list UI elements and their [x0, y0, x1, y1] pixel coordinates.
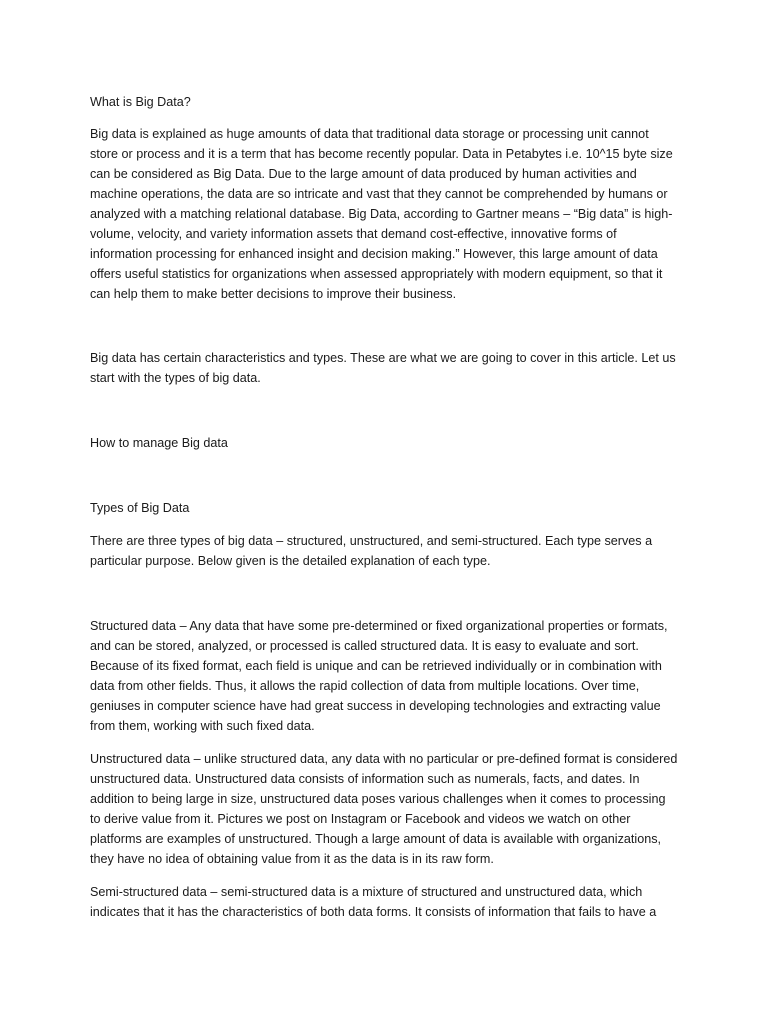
document-title: What is Big Data?: [90, 95, 191, 109]
semi-structured-data-paragraph: Semi-structured data – semi-structured data is a mixture of structured and unstructured data, which indicates that it has the characteristics of both data forms. It consists of information that fails to have a: [90, 885, 657, 919]
intro-paragraph: Big data is explained as huge amounts of data that traditional data storage or processing unit cannot store or process and it is a term that has become recently popular. Data in Petabytes i.e. 10^15 byte size can be considered as Big Data. Due to the large amount of data produced by human activities and machine operations, the data are so intricate and vast that they cannot be comprehended by humans or analyzed with a matching relational database. Big Data, according to Gartner means – “Big data” is high-volume, velocity, and variety information assets that demand cost-effective, innovative forms of information processing for enhanced insight and decision making.” However, this large amount of data offers useful statistics for organizations when assessed appropriately with modern equipment, so that it can help them to make better decisions to improve their business.: [90, 127, 673, 301]
manage-heading: How to manage Big data: [90, 436, 228, 450]
structured-data-paragraph: Structured data – Any data that have some pre-determined or fixed organizational properties or formats, and can be stored, analyzed, or processed is called structured data. It is easy to evaluate and sort. Because of its fixed format, each field is unique and can be retrieved individually or in combination with data from other fields. Thus, it allows the rapid collection of data from multiple locations. Over time, geniuses in computer science have had great success in developing technologies and extracting value from them, working with such fixed data.: [90, 619, 668, 733]
types-heading: Types of Big Data: [90, 501, 190, 515]
unstructured-data-paragraph: Unstructured data – unlike structured data, any data with no particular or pre-defined format is considered unstructured data. Unstructured data consists of information such as numerals, facts, and dates. In addition to being large in size, unstructured data poses various challenges when it comes to processing to derive value from it. Pictures we post on Instagram or Facebook and videos we watch on other platforms are examples of unstructured. Though a large amount of data is available with organizations, they have no idea of obtaining value from it as the data is in its raw form.: [90, 752, 678, 866]
document-body: [90, 92, 678, 922]
types-paragraph: There are three types of big data – structured, unstructured, and semi-structured. Each type serves a particular purpose. Below given is the detailed explanation of each type.: [90, 534, 653, 568]
characteristics-paragraph: Big data has certain characteristics and types. These are what we are going to cover in this article. Let us start with the types of big data.: [90, 351, 676, 385]
